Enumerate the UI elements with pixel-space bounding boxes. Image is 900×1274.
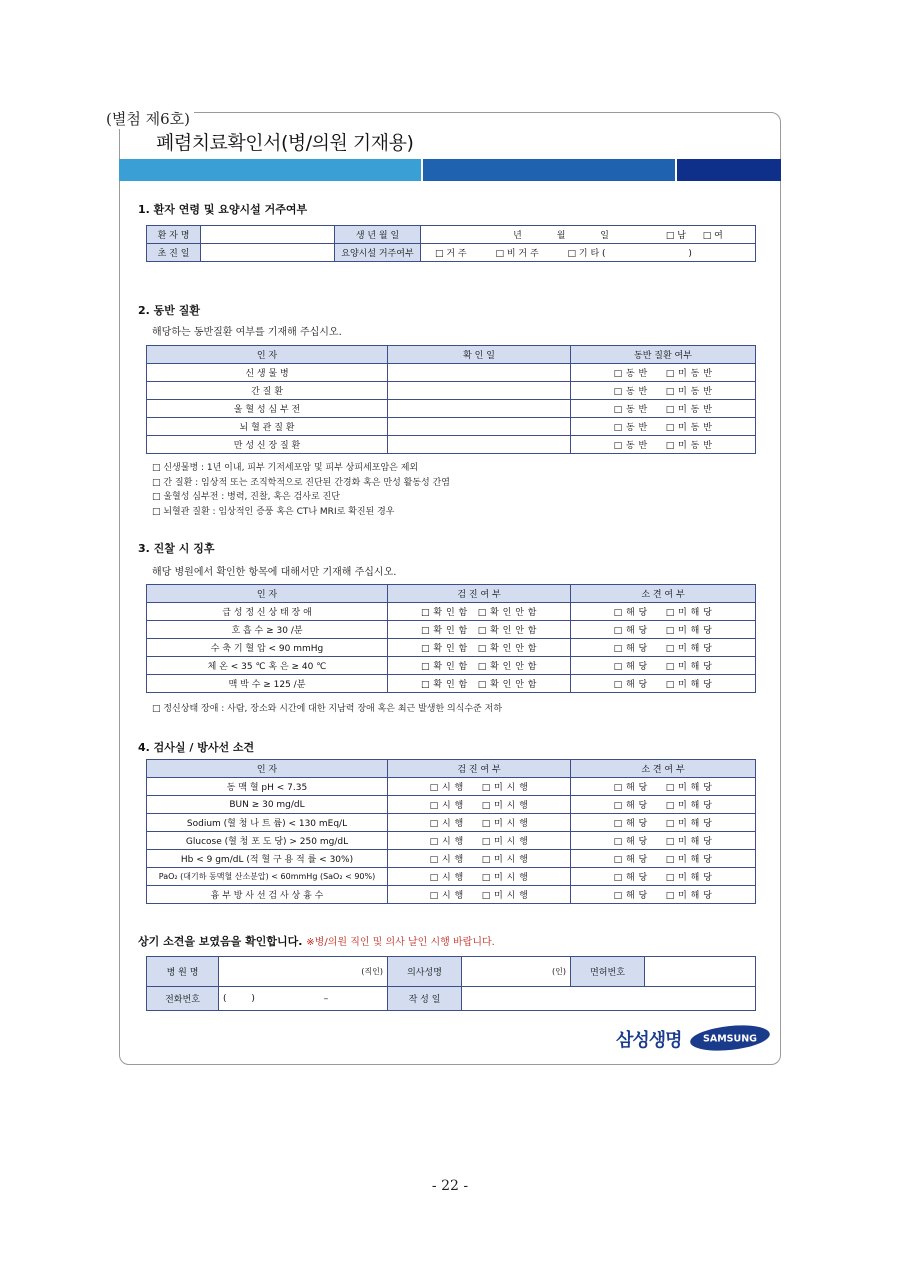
patient-name-field[interactable]: [201, 226, 335, 244]
facility-label: 요양시설 거주여부: [335, 244, 421, 262]
comorbidity-table: [146, 345, 756, 454]
table-row: 동 맥 혈 pH < 7.35 □ 시 행 □ 미 시 행 □ 해 당 □ 미 해 당: [147, 778, 756, 796]
col-status: 동반 질환 여부: [571, 346, 756, 364]
table-row: 흉 부 방 사 선 검 사 상 흉 수 □ 시 행 □ 미 시 행 □ 해 당 □ 미 해 당: [147, 886, 756, 904]
table-row: 뇌 혈 관 질 환 □ 동 반 □ 미 동 반: [147, 418, 756, 436]
table-row: 급 성 정 신 상 태 장 애 □ 확 인 함 □ 확 인 안 함 □ 해 당 □ 미 해 당: [147, 603, 756, 621]
col-factor: 인 자: [147, 346, 388, 364]
table-row: BUN ≥ 30 mg/dL □ 시 행 □ 미 시 행 □ 해 당 □ 미 해 당: [147, 796, 756, 814]
facility-resident-checkbox[interactable]: □ 거 주: [435, 249, 467, 259]
table-row: 만 성 신 장 질 환 □ 동 반 □ 미 동 반: [147, 436, 756, 454]
col-date: 확 인 일: [388, 346, 571, 364]
samsung-logo-text: SAMSUNG: [703, 1033, 757, 1045]
table-row: 체 온 < 35 ℃ 혹 은 ≥ 40 ℃ □ 확 인 함 □ 확 인 안 함 □ 해 당 □ 미 해 당: [147, 657, 756, 675]
birth-field[interactable]: 년 월 일 □ 남 □ 여: [421, 226, 756, 244]
visit-date-field[interactable]: [201, 244, 335, 262]
phone-label: 전화번호: [147, 987, 219, 1011]
table-row: 호 흡 수 ≥ 30 /분 □ 확 인 함 □ 확 인 안 함 □ 해 당 □ 미 해 당: [147, 621, 756, 639]
facility-other-checkbox[interactable]: □ 기 타 (: [567, 249, 606, 259]
sex-male-checkbox[interactable]: □ 남: [665, 231, 686, 241]
samsung-life-logo: 삼성생명: [616, 1030, 682, 1051]
samsung-logo-icon: [689, 1024, 771, 1052]
header-band: [119, 159, 781, 181]
date-label: 작 성 일: [388, 987, 462, 1011]
signs-footnote: □ 정신상태 장애 : 사람, 장소와 시간에 대한 지남력 장애 혹은 최근 발생한 의식수준 저하: [152, 704, 503, 714]
facility-nonresident-checkbox[interactable]: □ 비 거 주: [495, 249, 539, 259]
birth-label: 생 년 월 일: [335, 226, 421, 244]
table-row: Sodium (혈 청 나 트 륨) < 130 mEq/L □ 시 행 □ 미 시 행 □ 해 당 □ 미 해 당: [147, 814, 756, 832]
lab-table: 인 자 검 진 여 부 소 견 여 부 동 맥 혈 pH < 7.35 □ 시 행 □ 미 시 행 □ 해 당 □ 미 해 당 BUN ≥ 30 mg/dL □ 시 행 □ 미 시 행 □ 해 당 □ 미 해 당 Sodium (혈 청 나 트 륨) < 130 mEq/L □ 시 행 □ 미 시 행 □ 해 당 □ 미 해 당 Glucose (혈 청 포 도 당) > 250 mg/dL □ 시 행 □ 미 시 행 □ 해 당 □ 미 해 당 Hb < 9 gm/dL (적 혈 구 용 적 률 < 30%) □ 시 행 □ 미 시 행 □ 해 당 □ 미 해 당 PaO₂ (대기하 동맥혈 산소분압) < 60mmHg (SaO₂ < 90%) □ 시 행 □ 미 시 행 □ 해 당 □ 미 해 당 흉 부 방 사 선 검 사 상 흉 수 □ 시 행 □ 미 시 행 □ 해 당 □ 미 해 당: [146, 759, 756, 904]
table-row: 신 생 물 병 □ 동 반 □ 미 동 반: [147, 364, 756, 382]
table-row: Glucose (혈 청 포 도 당) > 250 mg/dL □ 시 행 □ 미 시 행 □ 해 당 □ 미 해 당: [147, 832, 756, 850]
signs-table: 인 자 검 진 여 부 소 견 여 부 급 성 정 신 상 태 장 애 □ 확 인 함 □ 확 인 안 함 □ 해 당 □ 미 해 당 호 흡 수 ≥ 30 /분 □ 확 인 함 □ 확 인 안 함 □ 해 당 □ 미 해 당 수 축 기 혈 압 < 90 mmHg □ 확 인 함 □ 확 인 안 함 □ 해 당 □ 미 해 당 체 온 < 35 ℃ 혹 은 ≥ 40 ℃ □ 확 인 함 □ 확 인 안 함 □ 해 당 □ 미 해 당 맥 박 수 ≥ 125 /분 □ 확 인 함 □ 확 인 안 함 □ 해 당 □ 미 해 당: [146, 584, 756, 693]
table-row: PaO₂ (대기하 동맥혈 산소분압) < 60mmHg (SaO₂ < 90%) □ 시 행 □ 미 시 행 □ 해 당 □ 미 해 당: [147, 868, 756, 886]
section4-heading: 4. 검사실 / 방사선 소견: [138, 741, 255, 754]
section3-heading: 3. 진찰 시 징후: [138, 542, 215, 555]
table-row: Hb < 9 gm/dL (적 혈 구 용 적 률 < 30%) □ 시 행 □ 미 시 행 □ 해 당 □ 미 해 당: [147, 850, 756, 868]
table-row: 맥 박 수 ≥ 125 /분 □ 확 인 함 □ 확 인 안 함 □ 해 당 □ 미 해 당: [147, 675, 756, 693]
license-label: 면허번호: [571, 957, 645, 987]
page-number: - 22 -: [431, 1178, 469, 1194]
section1-heading: 1. 환자 연령 및 요양시설 거주여부: [138, 203, 308, 216]
hospital-label: 병 원 명: [147, 957, 219, 987]
signature-table: [146, 956, 756, 1011]
doctor-field[interactable]: (인): [462, 957, 571, 987]
doctor-label: 의사성명: [388, 957, 462, 987]
section3-note: 해당 병원에서 확인한 항목에 대해서만 기재해 주십시오.: [152, 567, 397, 578]
hospital-field[interactable]: (직인): [219, 957, 388, 987]
table-row: 간 질 환 □ 동 반 □ 미 동 반: [147, 382, 756, 400]
visit-date-label: 초 진 일: [147, 244, 201, 262]
section2-note: 해당하는 동반질환 여부를 기재해 주십시오.: [152, 327, 342, 338]
patient-info-table: [146, 225, 756, 262]
phone-field[interactable]: ( ) –: [219, 987, 388, 1011]
confirmation-line: 상기 소견을 보였음을 확인합니다. ※병/의원 직인 및 의사 날인 시행 바랍니다.: [138, 935, 495, 948]
license-field[interactable]: [645, 957, 756, 987]
table-row: 울 혈 성 심 부 전 □ 동 반 □ 미 동 반: [147, 400, 756, 418]
attachment-label: (별첨 제6호): [106, 108, 194, 129]
comorbidity-footnotes: □ 신생물병 : 1년 이내, 피부 기저세포암 및 피부 상피세포암은 제외 □ 간 질환 : 임상적 또는 조직학적으로 진단된 간경화 혹은 만성 활동성 간염 □ 울혈성 심부전 : 병력, 진찰, 혹은 검사로 진단 □ 뇌혈관 질환 : 임상적인 증풍 혹은 CT나 MRI로 확진된 경우: [152, 463, 450, 517]
section2-heading: 2. 동반 질환: [138, 304, 200, 317]
date-field[interactable]: [462, 987, 756, 1011]
table-row: 수 축 기 혈 압 < 90 mmHg □ 확 인 함 □ 확 인 안 함 □ 해 당 □ 미 해 당: [147, 639, 756, 657]
sex-female-checkbox[interactable]: □ 여: [702, 231, 723, 241]
seal-note: ※병/의원 직인 및 의사 날인 시행 바랍니다.: [306, 937, 495, 948]
patient-name-label: 환 자 명: [147, 226, 201, 244]
facility-field[interactable]: □ 거 주 □ 비 거 주 □ 기 타 ( ): [421, 244, 756, 262]
form-title: 폐렴치료확인서(병/의원 기재용): [156, 132, 414, 154]
